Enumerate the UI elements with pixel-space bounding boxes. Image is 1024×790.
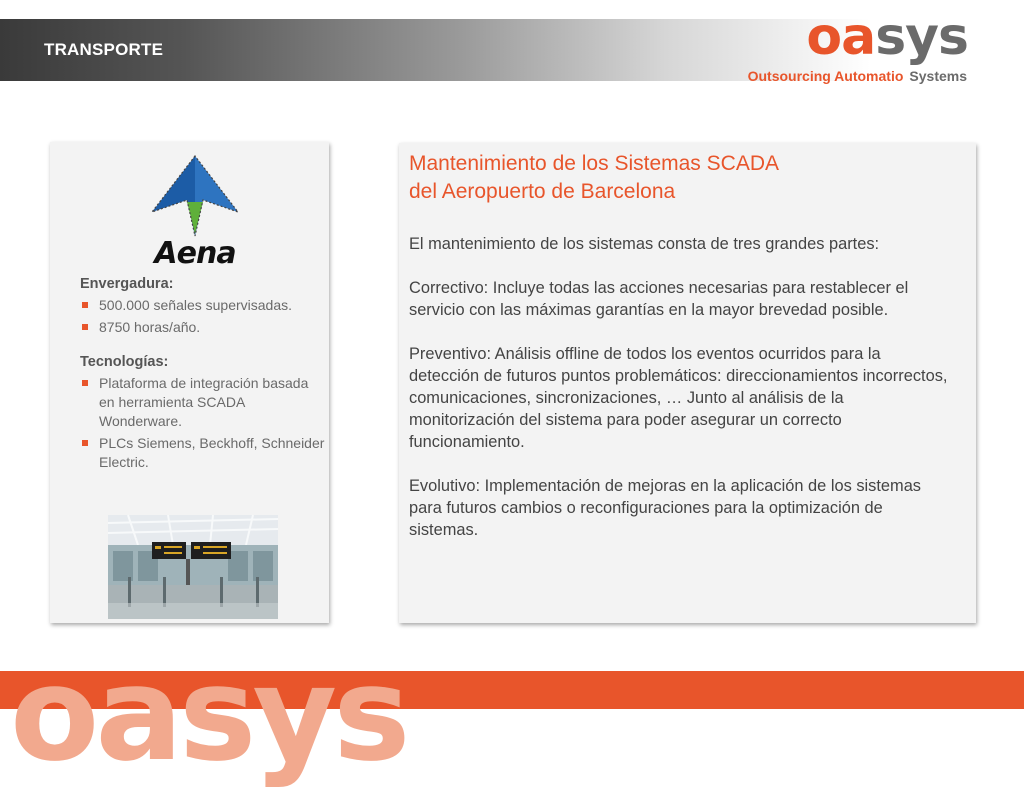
project-title-line1: Mantenimiento de los Sistemas SCADA: [409, 152, 779, 175]
envergadura-heading: Envergadura:: [80, 276, 174, 292]
description-paragraph: El mantenimiento de los sistemas consta de tres grandes partes:: [409, 235, 880, 253]
aena-logo: [142, 150, 248, 271]
aena-logo-text: Aena: [154, 236, 236, 271]
description-paragraph: Evolutivo: Implementación de mejoras en la aplicación de los sistemas para futuros cambios o reconfiguraciones para la optimización de sistemas.: [409, 477, 922, 539]
logo-tagline: [748, 68, 967, 84]
envergadura-list: [80, 296, 325, 337]
section-title: TRANSPORTE: [44, 40, 164, 59]
description-paragraph: Correctivo: Incluye todas las acciones necesarias para restablecer el servicio con las máximas garantías en la mayor brevedad posible.: [409, 279, 909, 319]
logo-word-part1: oa: [806, 7, 876, 67]
logo-word-part2: sys: [875, 7, 968, 67]
airport-terminal-photo: [108, 515, 278, 619]
list-item: Plataforma de integración basada en herramienta SCADA Wonderware.: [80, 374, 325, 431]
description-paragraph: Preventivo: Análisis offline de todos los eventos ocurridos para la detección de futuros puntos problemáticos: direccionamientos incorrectos, comunicaciones, sincronizaciones, … Junto al análisis de la monitorización del sistema para poder asegurar un correcto funcionamiento.: [409, 345, 948, 451]
logo-tagline-part1: Outsourcing Automatio: [747, 68, 904, 84]
project-description-card: [399, 143, 976, 623]
list-item: 8750 horas/año.: [80, 318, 325, 337]
project-specs: [80, 276, 325, 475]
list-item: 500.000 señales supervisadas.: [80, 296, 325, 315]
list-item: PLCs Siemens, Beckhoff, Schneider Electric.: [80, 434, 325, 472]
project-title-line2: del Aeropuerto de Barcelona: [409, 180, 676, 203]
tecnologias-list: [80, 374, 325, 472]
oasys-logo: [747, 7, 1000, 88]
tecnologias-heading: Tecnologías:: [80, 354, 169, 370]
project-title: [409, 150, 969, 206]
airport-scene-image: [108, 515, 278, 619]
footer-bar: [0, 638, 1024, 790]
project-info-card: [50, 142, 329, 623]
project-description: [409, 233, 949, 563]
logo-tagline-part2: Systems: [909, 68, 967, 84]
footer-watermark: oasys: [10, 638, 407, 790]
logo-wordmark: [806, 8, 968, 66]
